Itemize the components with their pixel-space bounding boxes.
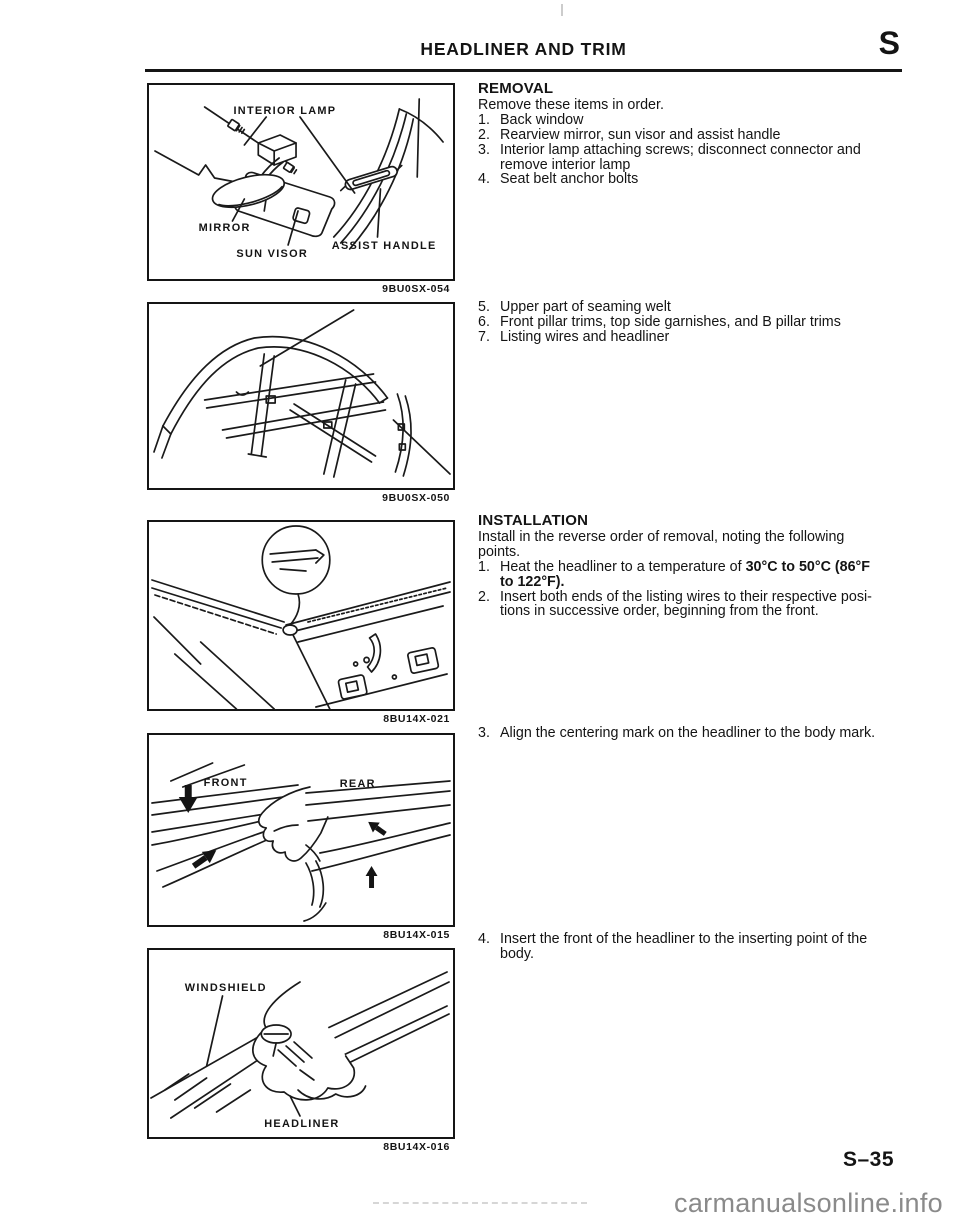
step-number: 3. <box>478 141 490 158</box>
step-number: 3. <box>478 725 490 741</box>
step-text: Listing wires and headliner <box>500 328 670 345</box>
page-title: HEADLINER AND TRIM <box>420 39 627 59</box>
removal-step <box>478 330 940 345</box>
figure-seaming-welt-art <box>149 522 453 709</box>
removal-step <box>478 315 940 330</box>
removal-step <box>478 300 940 315</box>
figure-code: 8BU14X-021 <box>383 713 450 725</box>
figure-windshield-headliner-art <box>149 950 453 1137</box>
figure-roof-frame <box>147 302 455 490</box>
header-rule <box>145 69 902 72</box>
installation-intro: Install in the reverse order of removal, noting the following <box>478 528 845 545</box>
page-number: S–35 <box>842 1148 894 1171</box>
step-text: Align the centering mark on the headliner to the body mark. <box>500 725 876 741</box>
step-number: 6. <box>478 313 490 330</box>
removal-intro: Remove these items in order. <box>478 96 664 113</box>
step-text: Front pillar trims, top side garnishes, and B pillar trims <box>500 313 841 330</box>
label-interior-lamp: INTERIOR LAMP <box>233 104 337 118</box>
step-text: Insert the front of the headliner to the inserting point of the <box>500 931 868 947</box>
scan-artifact <box>373 1202 587 1204</box>
step-text: remove interior lamp <box>500 156 631 173</box>
step-number: 4. <box>478 931 490 947</box>
figure-roof-frame-art <box>149 304 453 488</box>
step-number: 1. <box>478 111 490 128</box>
step-text-bold: 30°C to 50°C (86°F <box>745 558 871 575</box>
step-number: 4. <box>478 171 490 188</box>
figure-interior-lamp <box>147 83 455 281</box>
step-number: 2. <box>478 126 490 143</box>
label-front: FRONT <box>203 776 248 790</box>
step-number: 2. <box>478 588 490 605</box>
label-windshield: WINDSHIELD <box>184 981 267 995</box>
step-number: 1. <box>478 558 490 575</box>
scan-artifact <box>561 4 563 16</box>
label-headliner: HEADLINER <box>264 1117 340 1131</box>
figure-front-rear-art <box>149 735 453 925</box>
label-assist-handle: ASSIST HANDLE <box>331 239 437 253</box>
removal-section <box>478 82 940 187</box>
label-mirror: MIRROR <box>198 221 251 235</box>
step-text: Seat belt anchor bolts <box>500 171 639 188</box>
installation-step-3 <box>478 726 940 741</box>
watermark: carmanualsonline.info <box>674 1188 943 1218</box>
removal-step <box>478 143 940 173</box>
installation-step <box>478 590 940 620</box>
installation-intro: points. <box>478 543 521 560</box>
step-text: Interior lamp attaching screws; disconnect connector and <box>500 141 861 158</box>
step-text-plain: Heat the headliner to a temperature of <box>500 558 746 575</box>
figure-code: 8BU14X-016 <box>383 1141 450 1153</box>
step-text: body. <box>500 945 534 962</box>
step-text: Back window <box>500 111 584 128</box>
installation-step <box>478 932 940 962</box>
removal-step <box>478 172 940 187</box>
removal-section-continued <box>478 300 940 345</box>
installation-step <box>478 560 940 590</box>
removal-heading: REMOVAL <box>478 80 554 97</box>
step-text: Upper part of seaming welt <box>500 299 671 315</box>
figure-code: 9BU0SX-050 <box>382 492 450 504</box>
section-letter: S <box>878 25 900 61</box>
installation-section <box>478 514 940 619</box>
figure-seaming-welt <box>147 520 455 711</box>
figure-code: 8BU14X-015 <box>383 929 450 941</box>
label-sun-visor: SUN VISOR <box>236 247 309 261</box>
step-text: Insert both ends of the listing wires to their respective posi- <box>500 588 872 605</box>
step-text: tions in successive order, beginning from the front. <box>500 603 819 620</box>
step-number: 5. <box>478 299 490 315</box>
figure-interior-lamp-art <box>149 85 453 279</box>
installation-step <box>478 726 940 741</box>
removal-step <box>478 128 940 143</box>
step-text <box>500 560 940 575</box>
label-rear: REAR <box>339 777 376 791</box>
installation-heading: INSTALLATION <box>478 512 589 529</box>
step-number: 7. <box>478 328 490 345</box>
figure-code: 9BU0SX-054 <box>382 283 450 295</box>
step-text-bold: to 122°F). <box>500 573 565 590</box>
step-text: Rearview mirror, sun visor and assist handle <box>500 126 781 143</box>
removal-step <box>478 113 940 128</box>
figure-front-rear <box>147 733 455 927</box>
figure-windshield-headliner <box>147 948 455 1139</box>
installation-step-4 <box>478 932 940 962</box>
